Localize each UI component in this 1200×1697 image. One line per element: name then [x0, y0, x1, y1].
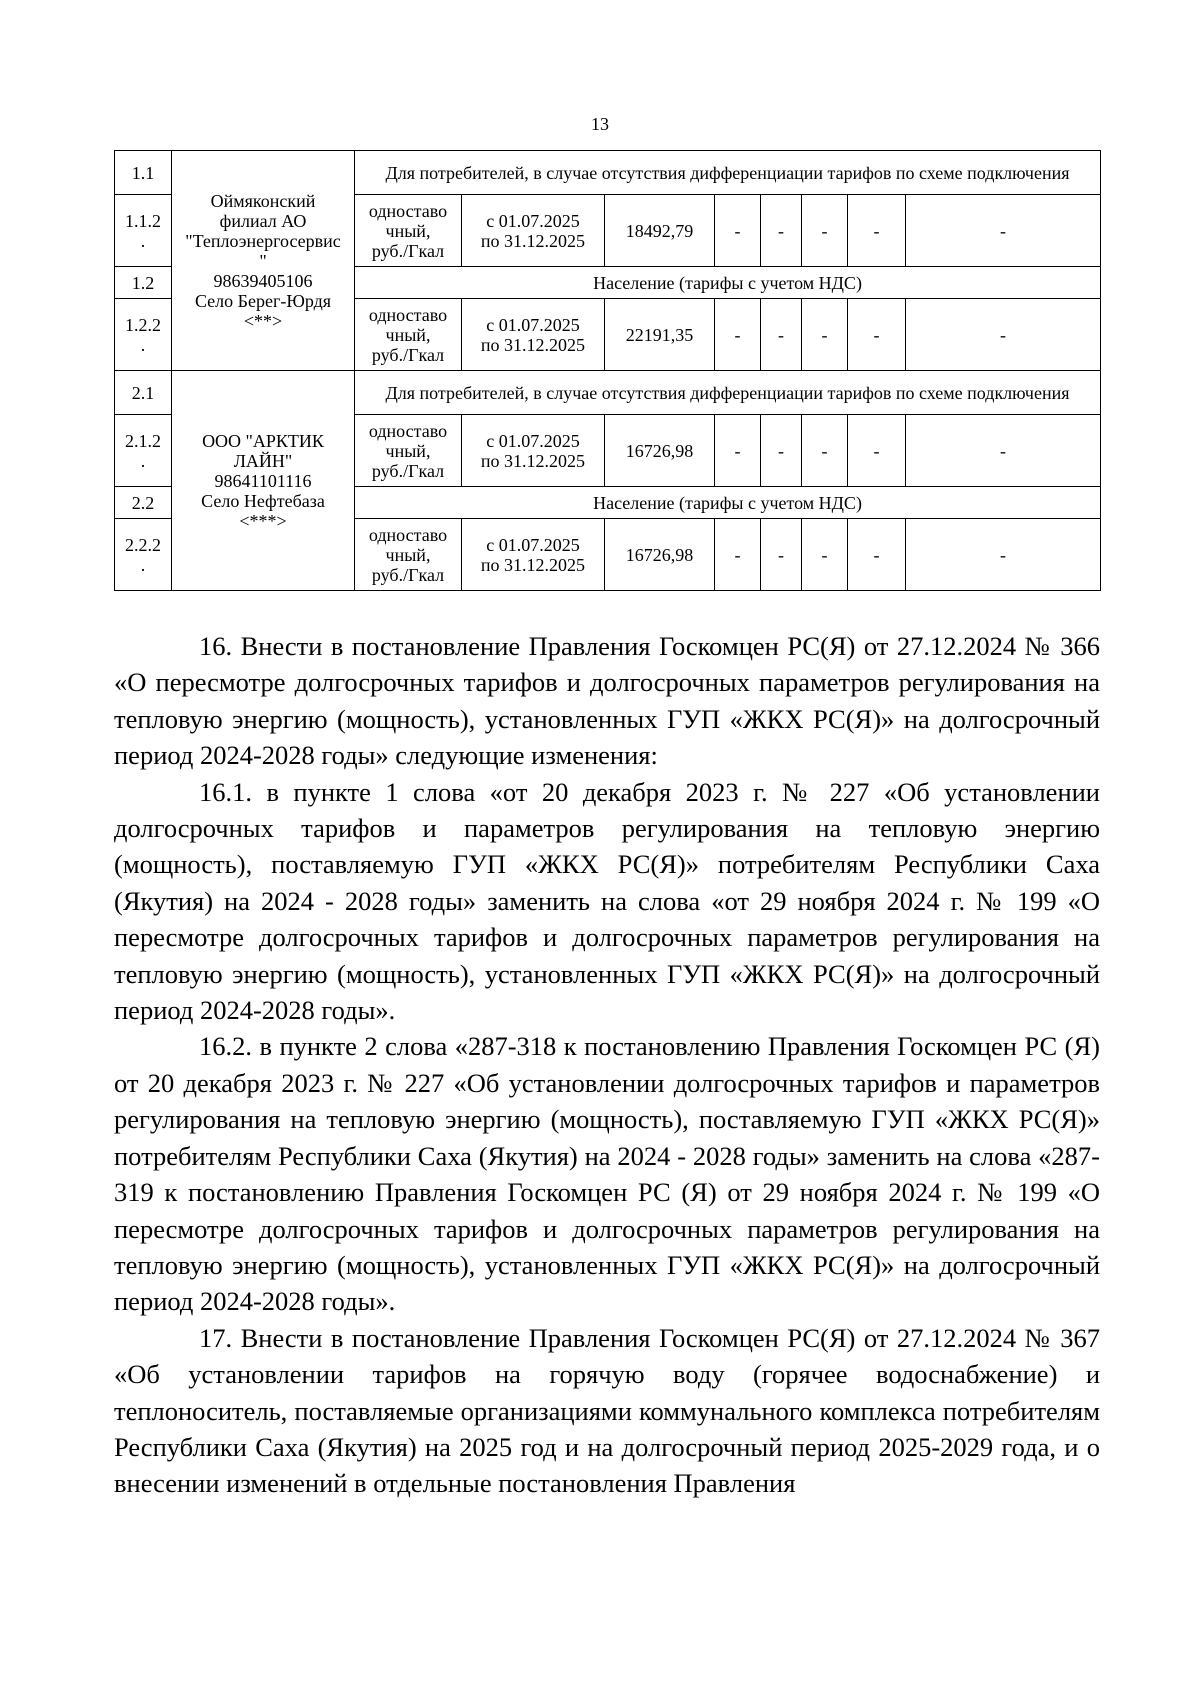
- tariff-type: одноставо чный, руб./Гкал: [355, 195, 462, 267]
- organization-line: ЛАЙН": [233, 450, 293, 471]
- tariff-value: 16726,98: [605, 519, 715, 591]
- empty-value-cell: -: [761, 299, 802, 371]
- empty-value-cell: -: [715, 519, 761, 591]
- empty-value-cell: -: [848, 299, 906, 371]
- organization-line: 98641101116: [214, 470, 312, 491]
- empty-value-cell: -: [802, 299, 848, 371]
- row-number: 2.1: [115, 371, 172, 415]
- empty-value-cell: -: [848, 519, 906, 591]
- paragraph-17: 17. Внести в постановление Правления Госкомцен РС(Я) от 27.12.2024 № 367 «Об установлении тарифов на горячую воду (горячее водоснабжение) и теплоноситель, поставляемые организациями коммунального комплекса потребителям Республики Саха (Якутия) на 2025 год и на долгосрочный период 2025-2029 года, и о внесении изменений в отдельные постановления Правления: [114, 1322, 1100, 1499]
- empty-value-cell: -: [906, 415, 1101, 487]
- row-number: 1.2: [115, 267, 172, 299]
- organization-line: 98639405106: [213, 270, 313, 291]
- empty-value-cell: -: [848, 415, 906, 487]
- empty-value-cell: -: [761, 195, 802, 267]
- tariff-type: одноставо чный, руб./Гкал: [355, 299, 462, 371]
- organization-line: ООО "АРКТИК: [202, 430, 324, 451]
- organization-line: Село Нефтебаза: [201, 490, 325, 511]
- organization-line: филиал АО: [219, 210, 307, 231]
- empty-value-cell: -: [906, 519, 1101, 591]
- tariff-value: 22191,35: [605, 299, 715, 371]
- population-header: Население (тарифы с учетом НДС): [355, 487, 1101, 519]
- empty-value-cell: -: [802, 415, 848, 487]
- empty-value-cell: -: [761, 415, 802, 487]
- organization-line: <**>: [243, 310, 283, 331]
- row-number: 1.2.2 .: [115, 299, 172, 371]
- empty-value-cell: -: [906, 195, 1101, 267]
- tariff-table: [114, 150, 1101, 591]
- body-text: [114, 628, 1100, 1502]
- row-number: 1.1.2 .: [115, 195, 172, 267]
- empty-value-cell: -: [802, 195, 848, 267]
- row-number: 2.2: [115, 487, 172, 519]
- tariff-period: с 01.07.2025 по 31.12.2025: [462, 519, 605, 591]
- organization-line: Село Берег-Юрдя: [194, 290, 332, 311]
- tariff-period: с 01.07.2025 по 31.12.2025: [462, 415, 605, 487]
- tariff-type: одноставо чный, руб./Гкал: [355, 415, 462, 487]
- consumer-header: Для потребителей, в случае отсутствия дифференциации тарифов по схеме подключения: [355, 151, 1101, 195]
- empty-value-cell: -: [715, 195, 761, 267]
- organization-cell: [172, 371, 355, 591]
- row-number: 2.1.2 .: [115, 415, 172, 487]
- empty-value-cell: -: [761, 519, 802, 591]
- organization-line: Оймяконский: [210, 190, 316, 211]
- population-header: Население (тарифы с учетом НДС): [355, 267, 1101, 299]
- organization-line: "Теплоэнергосервис: [185, 230, 341, 251]
- paragraph-16-2: 16.2. в пункте 2 слова «287-318 к постановлению Правления Госкомцен РС (Я) от 20 декабря 2023 г. № 227 «Об установлении долгосрочных тарифов и параметров регулирования на тепловую энергию (мощность), поставляемую ГУП «ЖКХ РС(Я)» потребителям Республики Саха (Якутия) на 2024 - 2028 годы» заменить на слова «287-319 к постановлению Правления Госкомцен РС (Я) от 29 ноября 2024 г. № 199 «О пересмотре долгосрочных тарифов и долгосрочных параметров регулирования на тепловую энергию (мощность), установленных ГУП «ЖКХ РС(Я)» на долгосрочный период 2024-2028 годы».: [114, 1031, 1100, 1317]
- tariff-period: с 01.07.2025 по 31.12.2025: [462, 195, 605, 267]
- tariff-value: 18492,79: [605, 195, 715, 267]
- paragraph-16-1: 16.1. в пункте 1 слова «от 20 декабря 2023 г. № 227 «Об установлении долгосрочных тарифов и параметров регулирования на тепловую энергию (мощность), поставляемую ГУП «ЖКХ РС(Я)» потребителям Республики Саха (Якутия) на 2024 - 2028 годы» заменить на слова «от 29 ноября 2024 г. № 199 «О пересмотре долгосрочных тарифов и долгосрочных параметров регулирования на тепловую энергию (мощность), установленных ГУП «ЖКХ РС(Я)» на долгосрочный период 2024-2028 годы».: [114, 776, 1100, 1026]
- empty-value-cell: -: [715, 415, 761, 487]
- table-row: [115, 151, 1101, 195]
- tariff-value: 16726,98: [605, 415, 715, 487]
- consumer-header: Для потребителей, в случае отсутствия дифференциации тарифов по схеме подключения: [355, 371, 1101, 415]
- row-number: 1.1: [115, 151, 172, 195]
- row-number: 2.2.2 .: [115, 519, 172, 591]
- paragraph-16: 16. Внести в постановление Правления Госкомцен РС(Я) от 27.12.2024 № 366 «О пересмотре долгосрочных тарифов и долгосрочных параметров регулирования на тепловую энергию (мощность), установленных ГУП «ЖКХ РС(Я)» на долгосрочный период 2024-2028 годы» следующие изменения:: [114, 631, 1100, 771]
- empty-value-cell: -: [848, 195, 906, 267]
- organization-line: <***>: [239, 510, 287, 531]
- empty-value-cell: -: [715, 299, 761, 371]
- organization-line: ": [259, 250, 267, 271]
- page-number: 13: [591, 114, 609, 134]
- tariff-type: одноставо чный, руб./Гкал: [355, 519, 462, 591]
- table-row: [115, 371, 1101, 415]
- empty-value-cell: -: [906, 299, 1101, 371]
- empty-value-cell: -: [802, 519, 848, 591]
- tariff-period: с 01.07.2025 по 31.12.2025: [462, 299, 605, 371]
- organization-cell: [172, 151, 355, 371]
